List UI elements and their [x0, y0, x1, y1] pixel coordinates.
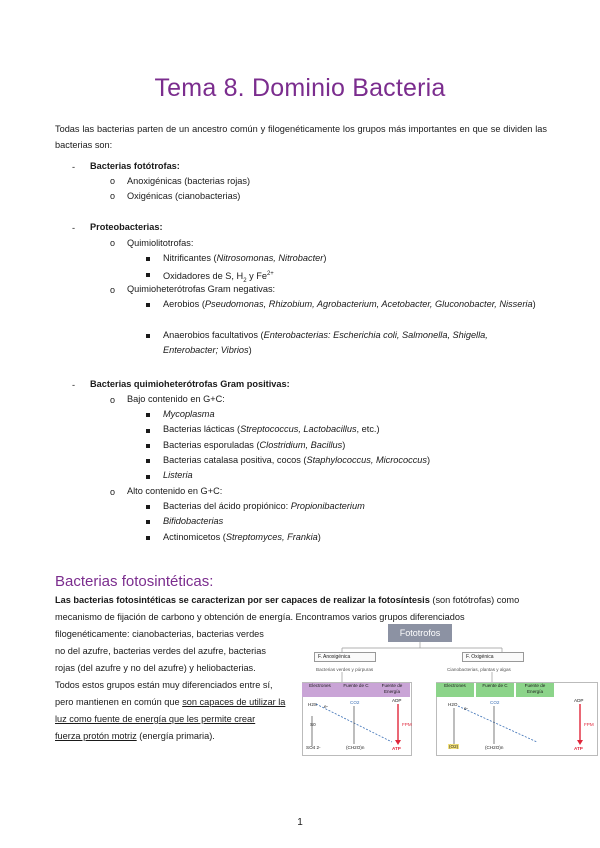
col-fuente-energia: Fuente de Energía	[516, 683, 554, 697]
col-fuente-c: Fuente de C	[338, 683, 374, 697]
section-line: rojas (del azufre y no del azufre) y heliobacterias.	[55, 663, 256, 673]
dash-bullet: -	[72, 380, 76, 390]
square-bullet	[146, 459, 150, 463]
list-item: Quimiolitotrofas:	[127, 238, 194, 248]
square-bullet	[146, 334, 150, 338]
label-atp: ATP	[574, 746, 583, 751]
circle-bullet: o	[110, 176, 116, 186]
list-item: Nitrificantes (Nitrosomonas, Nitrobacter)	[163, 253, 327, 263]
list-item: Alto contenido en G+C:	[127, 486, 223, 496]
label-ch2o: (CH2O)n	[346, 745, 365, 750]
label-ch2o: (CH2O)n	[485, 745, 504, 750]
section-heading: Bacterias fotosintéticas:	[55, 573, 214, 590]
label-e: e-	[464, 706, 469, 711]
label-h2s: H2S	[308, 702, 317, 707]
col-electrones: Electrones	[436, 683, 474, 697]
group-gram-positivas: Bacterias quimioheterótrofas Gram positivas:	[90, 379, 290, 389]
label-atp: ATP	[392, 746, 401, 751]
section-line: Todos estos grupos están muy diferenciados entre sí,	[55, 680, 273, 690]
group-fototrofas: Bacterias fotótrofas:	[90, 161, 180, 171]
section-line: filogenéticamente: cianobacterias, bacterias verdes	[55, 629, 264, 639]
list-item: Mycoplasma	[163, 409, 215, 419]
square-bullet	[146, 303, 150, 307]
label-so4: SO4 2-	[306, 745, 321, 750]
label-h2o: H2O	[448, 702, 458, 707]
label-s0: S0	[310, 722, 316, 727]
label-adp: ADP	[574, 698, 584, 703]
list-item: Bacterias del ácido propiónico: Propionibacterium	[163, 501, 365, 511]
list-item: Bacterias esporuladas (Clostridium, Bacillus)	[163, 440, 346, 450]
circle-bullet: o	[110, 191, 116, 201]
circle-bullet: o	[110, 285, 116, 295]
list-item: Oxidadores de S, $H_2$ y $Fe^{2+}$	[163, 271, 274, 284]
section-line: no del azufre, bacterias verdes del azufre, bacterias	[55, 646, 266, 656]
group-proteobacterias: Proteobacterias:	[90, 222, 163, 232]
circle-bullet: o	[110, 487, 116, 497]
label-co2: CO2	[490, 700, 500, 705]
right-subtitle: Cianobacterias, plantas y algas	[447, 667, 511, 672]
col-fuente-energia: Fuente de Energía	[374, 683, 410, 697]
list-item: Bacterias lácticas (Streptococcus, Lactobacillus, etc.)	[163, 424, 380, 434]
left-subtitle: Bacterias verdes y púrpuras	[316, 667, 374, 672]
page-number: 1	[297, 817, 303, 828]
square-bullet	[146, 257, 150, 261]
label-adp: ADP	[392, 698, 402, 703]
square-bullet	[146, 444, 150, 448]
square-bullet	[146, 475, 150, 479]
list-item: Anaerobios facultativos (Enterobacterias: Escherichia coli, Salmonella, Shigella, Enterobacter; Vibrios)	[163, 330, 488, 355]
label-fpm: FPM	[584, 722, 594, 727]
section-line: Las bacterias fotosintéticas se caracterizan por ser capaces de realizar la fotosíntesis (son fotótrofas) como	[55, 595, 520, 605]
label-e: e-	[324, 704, 329, 709]
fototrofos-diagram	[302, 624, 598, 756]
list-item: Oxigénicas (cianobacterias)	[127, 191, 241, 201]
col-electrones: Electrones	[302, 683, 338, 697]
dash-bullet: -	[72, 223, 76, 233]
square-bullet	[146, 536, 150, 540]
section-line: fuerza protón motriz (energía primaria).	[55, 731, 215, 741]
square-bullet	[146, 505, 150, 509]
section-line: luz como fuente de energía que les permite crear	[55, 714, 256, 724]
label-co2: CO2	[350, 700, 360, 705]
anoxigenica-box: F. Anoxigénica	[314, 652, 376, 662]
square-bullet	[146, 429, 150, 433]
section-line: mecanismo de fijación de carbono y obtención de energía. Encontramos varios grupos diferenciados	[55, 612, 465, 622]
col-fuente-c: Fuente de C	[476, 683, 514, 697]
square-bullet	[146, 413, 150, 417]
list-item: Bifidobacterias	[163, 516, 224, 526]
list-item: Bacterias catalasa positiva, cocos (Staphylococcus, Micrococcus)	[163, 455, 431, 465]
page-title: Tema 8. Dominio Bacteria	[154, 74, 446, 102]
oxigenica-box: F. Oxigénica	[462, 652, 524, 662]
square-bullet	[146, 273, 150, 277]
list-item: Aerobios (Pseudomonas, Rhizobium, Agrobacterium, Acetobacter, Gluconobacter, Nisseria)	[163, 299, 536, 309]
diagram-header: Fototrofos	[388, 624, 452, 642]
list-item: Bajo contenido en G+C:	[127, 394, 225, 404]
label-o2: (O2)	[449, 744, 459, 749]
square-bullet	[146, 520, 150, 524]
list-item: Actinomicetos (Streptomyces, Frankia)	[163, 532, 321, 542]
dash-bullet: -	[72, 162, 76, 172]
label-fpm: FPM	[402, 722, 412, 727]
circle-bullet: o	[110, 238, 116, 248]
list-item: Listeria	[163, 470, 193, 480]
intro-paragraph: Todas las bacterias parten de un ancestro común y filogenéticamente los grupos más importantes en que se dividen las bacterias son:	[55, 124, 547, 150]
circle-bullet: o	[110, 395, 116, 405]
list-item: Anoxigénicas (bacterias rojas)	[127, 176, 251, 186]
section-line: pero mantienen en común que son capaces de utilizar la	[55, 697, 286, 707]
list-item: Quimioheterótrofas Gram negativas:	[127, 284, 276, 294]
